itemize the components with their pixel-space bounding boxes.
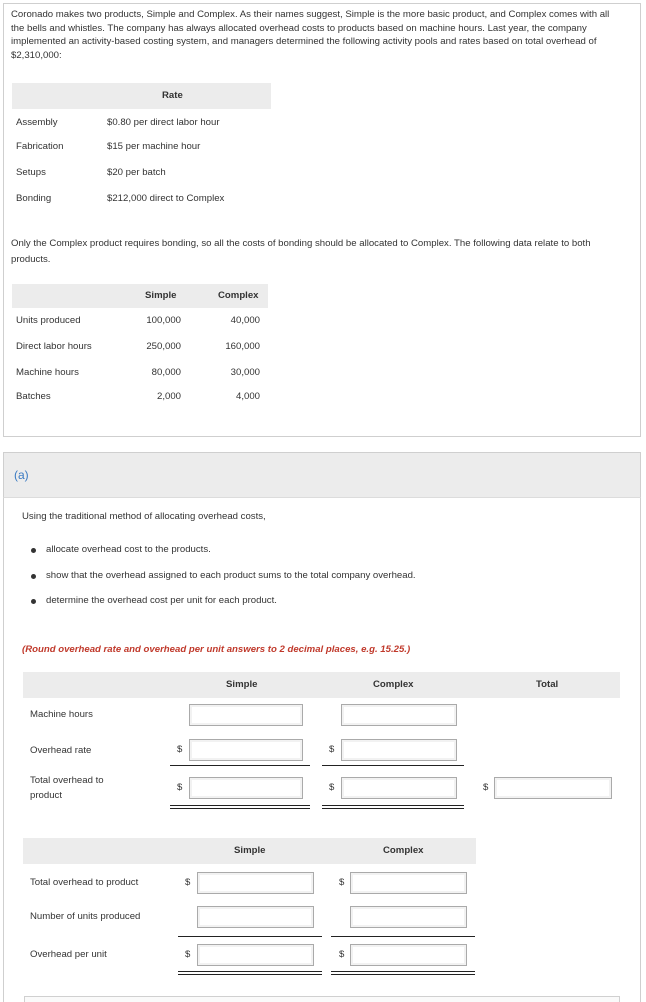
data-label-batches: Batches [16,391,51,402]
product-header-simple: Simple [145,290,177,301]
dollar-sign: $ [339,877,345,888]
data-simple-units: 100,000 [146,315,181,326]
dollar-sign: $ [177,782,183,793]
data-complex-units: 40,000 [230,315,260,326]
double-underline [170,805,310,809]
t2-header-simple: Simple [234,845,266,856]
bullet-dot-icon [31,599,36,604]
dollar-sign: $ [177,744,183,755]
rate-column-header: Rate [162,90,183,101]
rate-value-assembly: $0.80 per direct labor hour [107,117,220,128]
total-overhead-input[interactable] [494,777,612,799]
dollar-sign: $ [185,877,191,888]
rate-value-bonding: $212,000 direct to Complex [107,193,225,204]
rate-table-header [12,83,271,109]
bullet-3: determine the overhead cost per unit for each product. [46,595,277,606]
data-simple-mh: 80,000 [151,367,181,378]
bullet-dot-icon [31,574,36,579]
complex-overhead-rate-input[interactable] [341,739,457,761]
rate-label-bonding: Bonding [16,193,52,204]
row-label-machine-hours: Machine hours [30,709,93,720]
simple-machine-hours-input[interactable] [189,704,303,726]
bullet-dot-icon [31,548,36,553]
simple-total-overhead-2-input[interactable] [197,872,314,894]
intro-paragraph: Coronado makes two products, Simple and Complex. As their names suggest, Simple is the more basic product, and Complex comes with all the bells and whistles. The company has always allocated overhead costs to products based on machine hours. Last year, the company implemented an activity-based costing system, and managers determined the following activity pools and rates based on total overhead of $2,310,000: [11,9,610,61]
simple-overhead-per-unit-input[interactable] [197,944,314,966]
double-underline [331,971,475,975]
complex-total-overhead-2-input[interactable] [350,872,467,894]
rate-label-assembly: Assembly [16,117,58,128]
bonding-paragraph: Only the Complex product requires bonding, so all the costs of bonding should be allocated to Complex. The following data relate to both products. [11,238,591,265]
row-label-overhead-rate: Overhead rate [30,745,92,756]
dollar-sign: $ [339,949,345,960]
data-label-mh: Machine hours [16,367,79,378]
rate-label-fabrication: Fabrication [16,141,64,152]
data-label-units: Units produced [16,315,81,326]
underline [322,765,464,766]
dollar-sign: $ [483,782,489,793]
bullet-2: show that the overhead assigned to each product sums to the total company overhead. [46,570,416,581]
underline [178,936,322,937]
t1-header-simple: Simple [226,679,258,690]
simple-units-produced-input[interactable] [197,906,314,928]
data-complex-dlh: 160,000 [225,341,260,352]
data-simple-dlh: 250,000 [146,341,181,352]
dollar-sign: $ [185,949,191,960]
row-label-total-overhead: Total overhead to product [30,775,104,801]
product-data-header [12,284,268,308]
double-underline [178,971,322,975]
rate-value-fabrication: $15 per machine hour [107,141,201,152]
double-underline [322,805,464,809]
simple-overhead-rate-input[interactable] [189,739,303,761]
complex-overhead-per-unit-input[interactable] [350,944,467,966]
data-complex-mh: 30,000 [230,367,260,378]
data-simple-batches: 2,000 [156,391,181,402]
complex-total-overhead-input[interactable] [341,777,457,799]
part-a-header [3,452,641,497]
complex-units-produced-input[interactable] [350,906,467,928]
part-a-label: (a) [14,468,29,482]
rate-label-setups: Setups [16,167,46,178]
data-complex-batches: 4,000 [235,391,260,402]
next-section-edge [24,996,620,1002]
t1-header-complex: Complex [373,679,414,690]
per-unit-table-header [23,838,476,864]
complex-machine-hours-input[interactable] [341,704,457,726]
dollar-sign: $ [329,744,335,755]
data-label-dlh: Direct labor hours [16,341,92,352]
t2-header-complex: Complex [383,845,424,856]
part-a-intro: Using the traditional method of allocating overhead costs, [22,511,266,522]
underline [331,936,475,937]
t1-header-total: Total [536,679,559,690]
row-label-units-produced: Number of units produced [30,911,141,922]
row-label-total-overhead-2: Total overhead to product [30,877,139,888]
underline [170,765,310,766]
bullet-1: allocate overhead cost to the products. [46,544,211,555]
rounding-instruction: (Round overhead rate and overhead per unit answers to 2 decimal places, e.g. 15.25.) [22,644,411,655]
rate-value-setups: $20 per batch [107,167,166,178]
problem-statement-panel [3,3,641,437]
row-label-overhead-per-unit: Overhead per unit [30,949,107,960]
allocation-table-header [23,672,620,698]
product-header-complex: Complex [218,290,259,301]
simple-total-overhead-input[interactable] [189,777,303,799]
dollar-sign: $ [329,782,335,793]
